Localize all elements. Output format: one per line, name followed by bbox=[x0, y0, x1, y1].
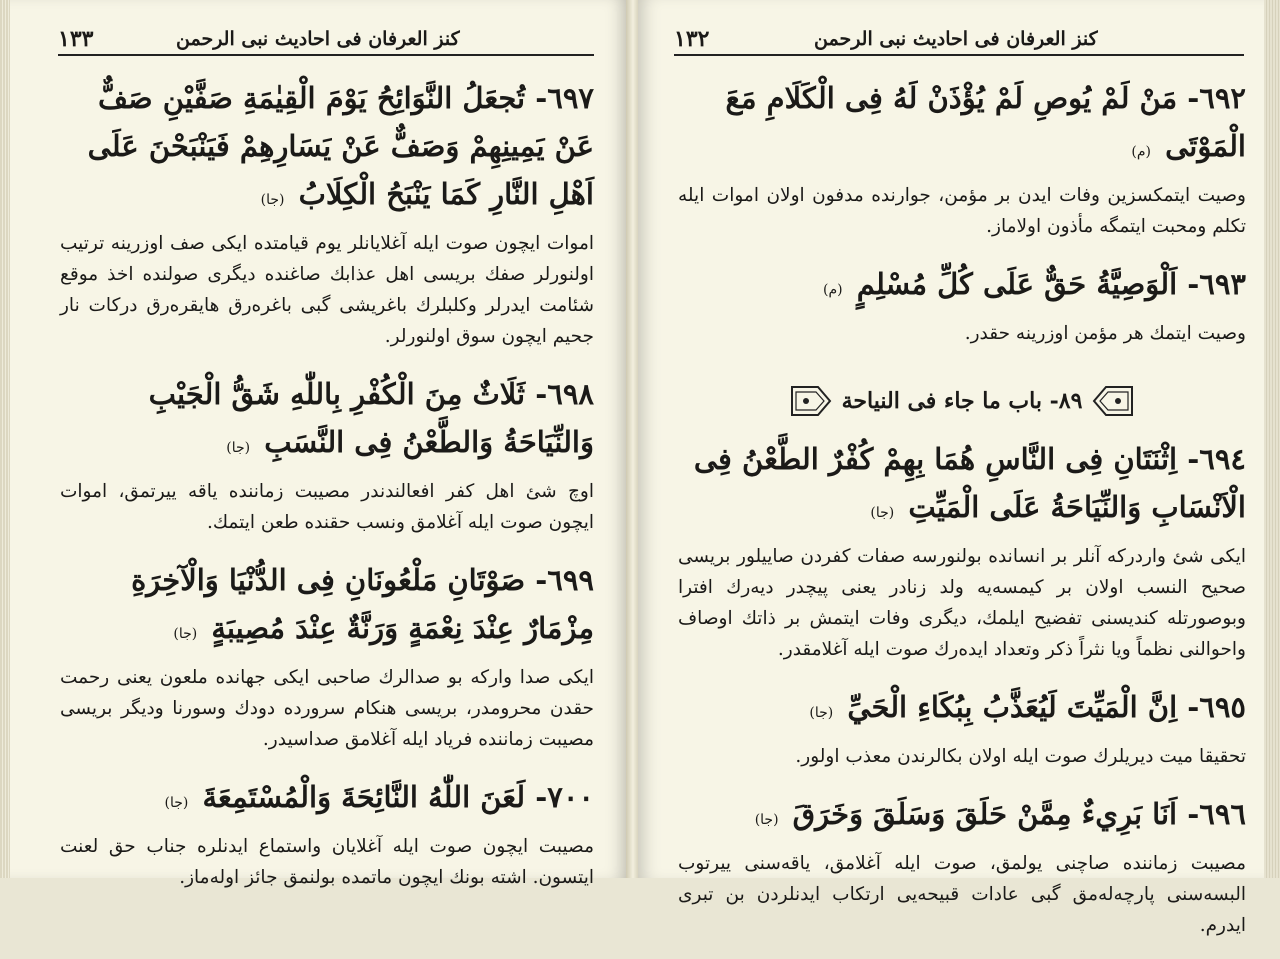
hadith-translation: ايكى صدا واركه بو صدالرك صاحبى ايكى جهانده ملعون يعنى رحمت حقدن محرومدر، بريسى هنكام سرورده دودك وسورنا وديگر بريسى مصيبت زماننده فرياد ايله آغلامق صداسيدر. bbox=[60, 667, 594, 750]
hadith-translation: تحقيقا ميت ديريلرك صوت ايله اولان بكالرندن معذب اولور. bbox=[795, 746, 1246, 767]
right-page bbox=[638, 0, 1280, 936]
hadith-text: ٦٩٢- مَنْ لَمْ يُوصِ لَمْ يُؤْذَنْ لَهُ فِى الْكَلَامِ مَعَ الْمَوْتَى (م) bbox=[725, 81, 1246, 163]
hadith-entry-694 bbox=[678, 435, 1246, 665]
hadith-entry-695 bbox=[678, 683, 1246, 772]
hadith-source: (م) bbox=[1131, 144, 1151, 160]
hadith-entry-700 bbox=[60, 773, 594, 893]
hadith-entry-697 bbox=[60, 74, 594, 352]
hadith-entry-693 bbox=[678, 260, 1246, 349]
page-number: ١٣٣ bbox=[58, 26, 94, 52]
hadith-text: ٦٩٥- اِنَّ الْمَيِّتَ لَيُعَذَّبُ بِبُكَاءِ الْحَيِّ (جا) bbox=[809, 690, 1246, 724]
hadith-source: (جا) bbox=[260, 192, 285, 208]
hadith-source: (جا) bbox=[754, 812, 779, 828]
running-title: كنز العرفان فى احاديث نبى الرحمن bbox=[176, 28, 460, 50]
hadith-source: (جا) bbox=[173, 626, 198, 642]
page-edge-right bbox=[1264, 0, 1280, 878]
hadith-text: ٦٩٦- اَنَا بَرِيءٌ مِمَّنْ حَلَقَ وَسَلَقَ وَخَرَقَ (جا) bbox=[754, 797, 1246, 831]
hadith-source: (جا) bbox=[809, 705, 834, 721]
hadith-entry-698 bbox=[60, 370, 594, 538]
hadith-translation: ايكى شئ واردركه آنلر بر انسانده بولنورسه صفات كفردن صاييلور بريسى صحيح النسب اولان بر كيمسەيه ولد زنادر يعنى پيچدر ديەرك افترا وبوصورتله كنديسنى تفضيح ايلمك، ديگرى وفات ايتمش بر ذاتك اوصاف واحوالنى نظماً ويا نثراً ذكر وتعداد ايدەرك صوت ايله آغلامقدر. bbox=[678, 546, 1246, 660]
chapter-title: ٨٩- باب ما جاء فى النياحة bbox=[841, 388, 1083, 414]
hadith-translation: مصيبت زماننده صاچنى يولمق، صوت ايله آغلامق، ياقەسنى ييرتوب البسەسنى پارچەلەمق گبى عادات قبيحەيى ارتكاب ايدنلردن بن تبرى ايدرم. bbox=[678, 853, 1246, 936]
hadith-translation: اموات ايچون صوت ايله آغلايانلر يوم قيامتده ايكى صف اوزرينه ترتيب اولنورلر صفك بريسى اهل عذابك صاغنده ديگرى صولنده اخذ موقع شئامت ايدرلر وكلبلرك باغريشى گبى باغرەرق هايقرەرق دركات نار جحيم ايچون سوق اولنورلر. bbox=[60, 233, 594, 347]
right-page-body bbox=[678, 74, 1246, 959]
hadith-entry-692 bbox=[678, 74, 1246, 242]
ornament-icon bbox=[788, 383, 832, 419]
right-page-header bbox=[674, 22, 1244, 56]
page-edge-left bbox=[0, 0, 10, 878]
hadith-translation: وصيت ايتمكسزين وفات ايدن بر مؤمن، جوارنده مدفون اولان اموات ايله تكلم ومحبت ايتمگه مأذون اولاماز. bbox=[678, 185, 1246, 237]
hadith-translation: وصيت ايتمك هر مؤمن اوزرينه حقدر. bbox=[964, 323, 1246, 344]
header-rule bbox=[58, 54, 594, 56]
running-title: كنز العرفان فى احاديث نبى الرحمن bbox=[814, 28, 1098, 50]
left-page-body bbox=[60, 74, 594, 911]
hadith-text: ٦٩٤- اِثْنَتَانِ فِى النَّاسِ هُمَا بِهِمْ كُفْرٌ الطَّعْنُ فِى الْاَنْسَابِ وَالنِّيَاحَةُ عَلَى الْمَيِّتِ (جا) bbox=[693, 442, 1246, 524]
ornament-icon bbox=[1092, 383, 1136, 419]
chapter-heading bbox=[678, 375, 1246, 427]
hadith-source: (جا) bbox=[226, 440, 251, 456]
hadith-translation: اوچ شئ اهل كفر افعالندندر مصيبت زماننده ياقه ييرتمق، اموات ايچون صوت ايله آغلامق ونسب حقنده طعن ايتمك. bbox=[60, 481, 594, 533]
hadith-entry-696 bbox=[678, 790, 1246, 941]
page-number: ١٣٢ bbox=[674, 26, 710, 52]
hadith-text: ٦٩٧- تُجعَلُ النَّوَائِحُ يَوْمَ الْقِيٰمَةِ صَفَّيْنِ صَفٌّ عَنْ يَمِينِهِمْ وَصَفٌّ عَنْ يَسَارِهِمْ فَيَنْبَحْنَ عَلَى اَهْلِ النَّارِ كَمَا يَنْبَحُ الْكِلَابُ (جا) bbox=[87, 81, 594, 211]
hadith-entry-699 bbox=[60, 556, 594, 755]
hadith-text: ٦٩٨- ثَلَاثٌ مِنَ الْكُفْرِ بِاللّٰهِ شَقُّ الْجَيْبِ وَالنِّيَاحَةُ وَالطَّعْنُ فِى النَّسَبِ (جا) bbox=[148, 377, 594, 459]
hadith-source: (جا) bbox=[870, 505, 895, 521]
left-page bbox=[0, 0, 628, 888]
hadith-text: ٧٠٠- لَعَنَ اللّٰهُ النَّائِحَةَ وَالْمُسْتَمِعَةَ (جا) bbox=[164, 780, 594, 814]
hadith-translation: مصيبت ايچون صوت ايله آغلايان واستماع ايدنلره جناب حق لعنت ايتسون. اشته بونك ايچون ماتمده بولنمق جائز اولەماز. bbox=[60, 836, 594, 888]
hadith-text: ٦٩٣- اَلْوَصِيَّةُ حَقٌّ عَلَى كُلِّ مُسْلِمٍ (م) bbox=[822, 267, 1246, 301]
header-rule bbox=[674, 54, 1244, 56]
hadith-text: ٦٩٩- صَوْتَانِ مَلْعُونَانِ فِى الدُّنْيَا وَالْآخِرَةِ مِزْمَارٌ عِنْدَ نِعْمَةٍ وَرَنَّةٌ عِنْدَ مُصِيبَةٍ (جا) bbox=[131, 563, 594, 645]
hadith-source: (جا) bbox=[164, 795, 189, 811]
left-page-header bbox=[58, 22, 594, 56]
hadith-source: (م) bbox=[822, 282, 843, 298]
